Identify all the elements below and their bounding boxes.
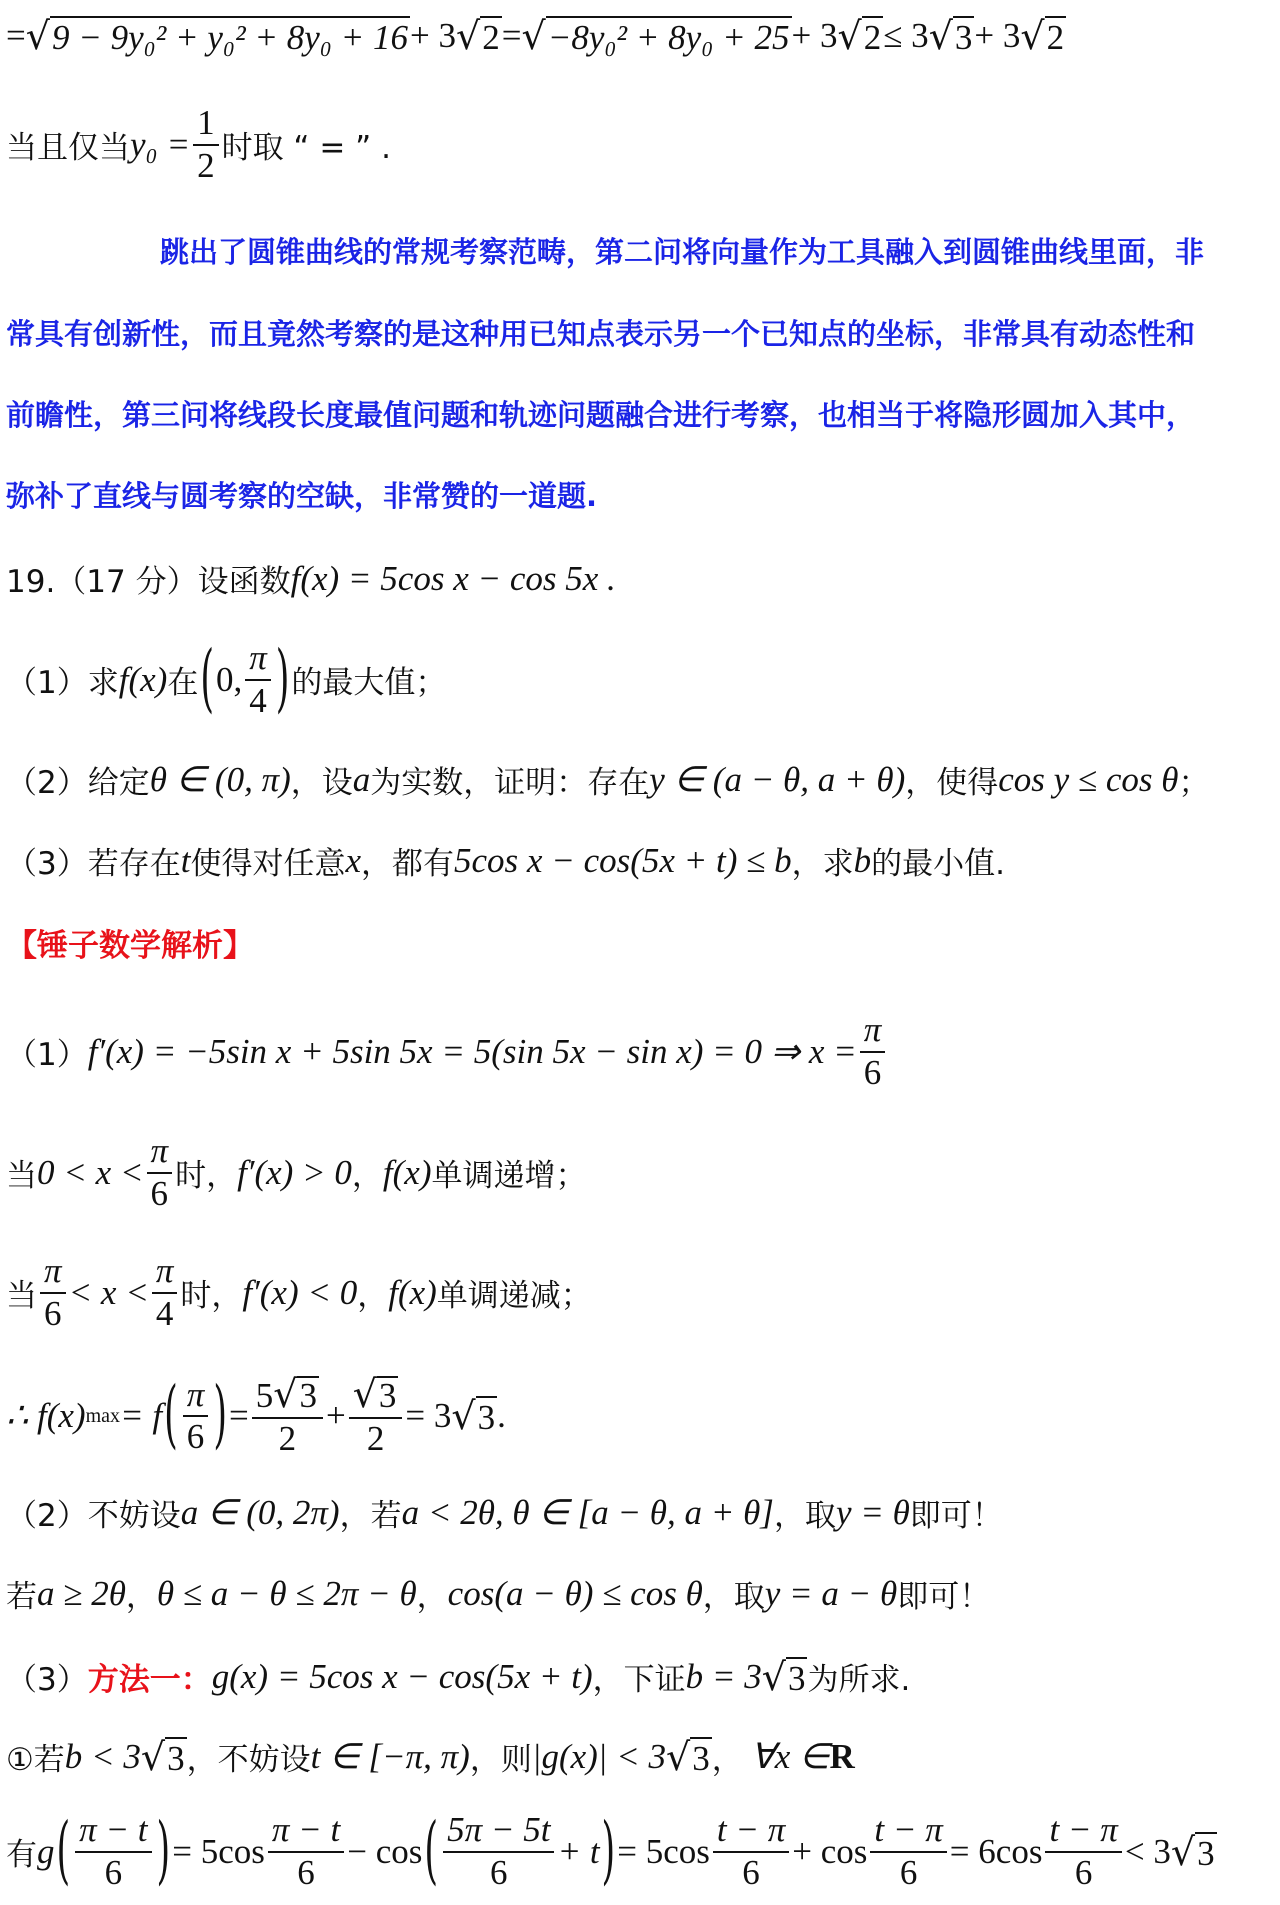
radical: √ 2	[1020, 14, 1065, 58]
radical: √ 2	[456, 14, 500, 58]
radical: √ 3	[928, 14, 973, 58]
method-label: 方法一：	[87, 1662, 212, 1698]
radicand-1: 9 − 9y₀² + y₀² + 8y₀ + 16	[51, 18, 409, 57]
term: + 3	[974, 16, 1021, 55]
solution-2-case-1: （2）不妨设 a ∈ (0, 2π) ，若 a < 2θ, θ ∈ [a − θ, a + θ] ，取 y = θ 即可！	[6, 1492, 1003, 1534]
solution-1-decreasing: 当 $\frac{\pi}{6}$ < x < $\frac{\pi}{4}$ 时， f′(x) < 0 ， f(x) 单调递减；	[6, 1251, 592, 1333]
commentary-line-3: 前瞻性，第三问将线段长度最值问题和轨迹问题融合进行考察，也相当于将隐形圆加入其中，	[6, 398, 1196, 432]
fraction-pi-4: $\frac{\pi}{4}$	[245, 640, 271, 720]
eq-sign: =	[501, 16, 522, 55]
fraction: $\frac{\pi - t}{6}$	[75, 1812, 151, 1892]
solution-3-method-1: （3） 方法一： g(x) = 5cos x − cos(5x + t) ，下证 b = 3 √ 3 为所求.	[6, 1654, 911, 1699]
right-paren: )	[275, 637, 290, 722]
commentary-line-2: 常具有创新性，而且竟然考察的是这种用已知点表示另一个已知点的坐标，非常具有动态性和	[6, 317, 1196, 351]
equality-condition: 当且仅当 y₀ = $\frac{1}{2}$ 时取 “ = ” .	[6, 103, 391, 185]
fraction: $\frac{t - \pi}{6}$	[870, 1812, 946, 1892]
radical-1: √ 9 − 9y₀² + y₀² + 8y₀ + 16	[25, 14, 409, 58]
term: ≤ 3	[883, 16, 929, 55]
commentary-line-4: 弥补了直线与圆考察的空缺，非常赞的一道题.	[6, 479, 598, 513]
term: + 3	[410, 16, 457, 55]
commentary-line-1: 跳出了圆锥曲线的常规考察范畴，第二问将向量作为工具融入到圆锥曲线里面，非	[160, 235, 1205, 269]
fraction-pi-6: $\frac{\pi}{6}$	[183, 1377, 209, 1457]
question-19-part-3: （3）若存在 t 使得对任意 x ，都有 5cos x − cos(5x + t) ≤ b ，求 b 的最小值.	[6, 840, 1005, 882]
solution-2-case-2: 若 a ≥ 2θ ， θ ≤ a − θ ≤ 2π − θ ， cos(a − θ) ≤ cos θ ，取 y = a − θ 即可！	[6, 1573, 991, 1615]
fraction-pi-4: $\frac{\pi}{4}$	[152, 1253, 178, 1333]
fraction-pi-6: $\frac{\pi}{6}$	[147, 1133, 173, 1213]
fraction-5root3-2: 5 √ 3 2	[252, 1375, 323, 1458]
equation-line-1	[6, 14, 1276, 58]
fraction-pi-6: $\frac{\pi}{6}$	[860, 1012, 886, 1092]
fraction-pi-6: $\frac{\pi}{6}$	[40, 1253, 66, 1333]
eq-sign: =	[6, 16, 26, 55]
fraction: $\frac{t - \pi}{6}$	[713, 1812, 789, 1892]
radical: √ 2	[837, 14, 882, 58]
question-19-header: 19.（17 分）设函数 f(x) = 5cos x − cos 5x .	[6, 558, 616, 600]
fraction: $\frac{t - \pi}{6}$	[1045, 1812, 1121, 1892]
radical-2: √ −8y₀² + 8y₀ + 25	[521, 14, 790, 58]
question-19-part-2: （2）给定 θ ∈ (0, π) ，设 a 为实数，证明：存在 y ∈ (a − θ, a + θ) ，使得 cos y ≤ cos θ ；	[6, 759, 1210, 801]
solution-3-case-1: ①若 b < 3 √ 3 ，不妨设 t ∈ [−π, π) ，则 |g(x)| < 3 √ 3 ， ∀x ∈ R	[6, 1734, 855, 1779]
solution-1-derivative: （1） f′(x) = −5sin x + 5sin 5x = 5(sin 5x − sin x) = 0 ⇒ x = $\frac{\pi}{6}$	[6, 1012, 1276, 1092]
solution-3-evaluation: 有 g ( $\frac{\pi - t}{6}$ ) = 5cos $\frac{\pi - t}{6}$ − cos ( $\frac{5\pi - 5t}{6}$ + t ) = 5cos $\frac{t - \pi}{6}$ + cos $\frac{t - \pi}{6}$ = 6cos $\frac{t - \pi}{6}$ < 3 √ 3	[6, 1809, 1215, 1894]
fraction: $\frac{5\pi - 5t}{6}$	[443, 1812, 554, 1892]
analysis-title: 【锤子数学解析】	[6, 928, 254, 964]
fraction-half: $\frac{1}{2}$	[193, 105, 219, 185]
left-paren: (	[200, 637, 214, 722]
fraction: $\frac{\pi - t}{6}$	[268, 1812, 344, 1892]
fraction-root3-2: √ 3 2	[349, 1375, 403, 1458]
solution-1-maximum: ∴ f(x) max = f ( $\frac{\pi}{6}$ ) = 5 √ 3 2 + √ 3 2 = 3 √ 3 .	[6, 1372, 506, 1459]
question-19-part-1: （1）求 f(x) 在 ( 0, $\frac{\pi}{4}$ ) 的最大值；	[6, 637, 447, 722]
term: + 3	[791, 16, 838, 55]
solution-1-increasing: 当 0 < x < $\frac{\pi}{6}$ 时， f′(x) > 0 ， f(x) 单调递增；	[6, 1131, 587, 1213]
